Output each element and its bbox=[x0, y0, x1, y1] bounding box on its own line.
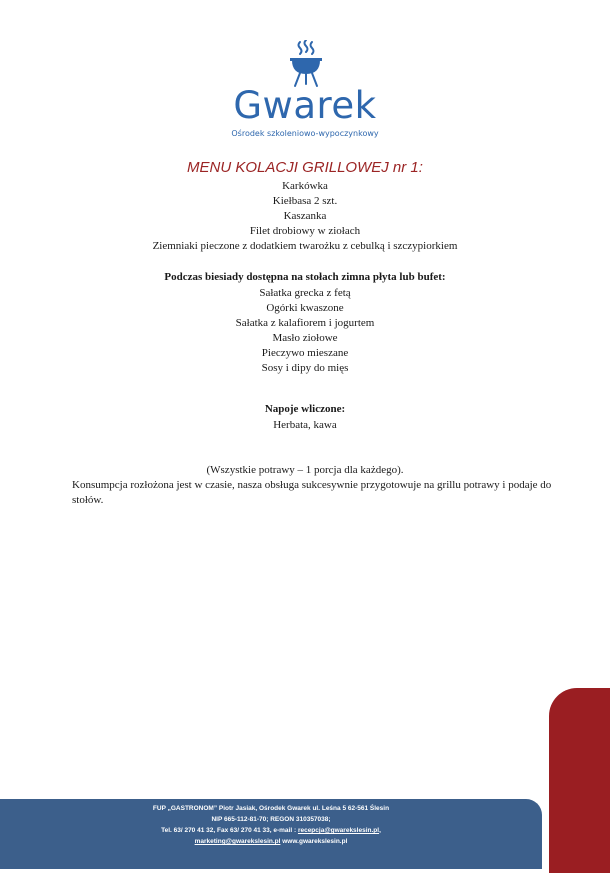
brand-tagline: Ośrodek szkoleniowo-wypoczynkowy bbox=[231, 129, 379, 138]
brand-name: Gwarek bbox=[233, 84, 377, 127]
grill-icon bbox=[286, 40, 326, 88]
footer-ids: NIP 665-112-81-70; REGON 310357038; bbox=[211, 816, 331, 823]
footer-separator: , bbox=[379, 827, 381, 834]
buffet-heading: Podczas biesiady dostępna na stołach zimna płyta lub bufet: bbox=[164, 271, 446, 283]
marketing-email-link[interactable]: marketing@gwarekslesin.pl bbox=[194, 838, 281, 845]
menu-title: MENU KOLACJI GRILLOWEJ nr 1: bbox=[187, 159, 423, 176]
service-paragraph: Konsumpcja rozłożona jest w czasie, nasza obsługa sukcesywnie przygotowuje na grillu potrawy i podaje do stołów. bbox=[72, 479, 552, 506]
buffet-item: Ogórki kwaszone bbox=[266, 302, 344, 314]
drinks-heading: Napoje wliczone: bbox=[264, 403, 346, 415]
reception-email-link[interactable]: recepcja@gwarekslesin.pl bbox=[297, 827, 380, 834]
buffet-item: Sałatka grecka z fetą bbox=[259, 287, 351, 299]
footer-bar bbox=[0, 799, 542, 869]
website-link[interactable]: www.gwarekslesin.pl bbox=[280, 838, 348, 845]
buffet-item: Masło ziołowe bbox=[272, 332, 338, 344]
menu-item: Ziemniaki pieczone z dodatkiem twarożku z cebulką i szczypiorkiem bbox=[152, 240, 458, 252]
drinks-list: Herbata, kawa bbox=[273, 419, 337, 431]
menu-item: Karkówka bbox=[282, 180, 328, 192]
buffet-item: Sosy i dipy do mięs bbox=[261, 362, 349, 374]
buffet-item: Sałatka z kalafiorem i jogurtem bbox=[235, 317, 375, 329]
buffet-item: Pieczywo mieszane bbox=[261, 347, 349, 359]
portion-note: (Wszystkie potrawy – 1 porcja dla każdego). bbox=[206, 464, 404, 476]
footer-phone: Tel. 63/ 270 41 32, Fax 63/ 270 41 33, e-mail : bbox=[161, 827, 298, 834]
footer-contact bbox=[0, 826, 542, 835]
menu-item: Kiełbasa 2 szt. bbox=[272, 195, 338, 207]
menu-item: Kaszanka bbox=[283, 210, 327, 222]
footer-company: FUP „GASTRONOM” Piotr Jasiak, Ośrodek Gwarek ul. Leśna 5 62-561 Ślesin bbox=[152, 805, 390, 812]
decorative-red-tab bbox=[549, 688, 610, 873]
gwarek-logo bbox=[0, 40, 610, 140]
footer-links bbox=[0, 837, 542, 846]
menu-item: Filet drobiowy w ziołach bbox=[249, 225, 361, 237]
